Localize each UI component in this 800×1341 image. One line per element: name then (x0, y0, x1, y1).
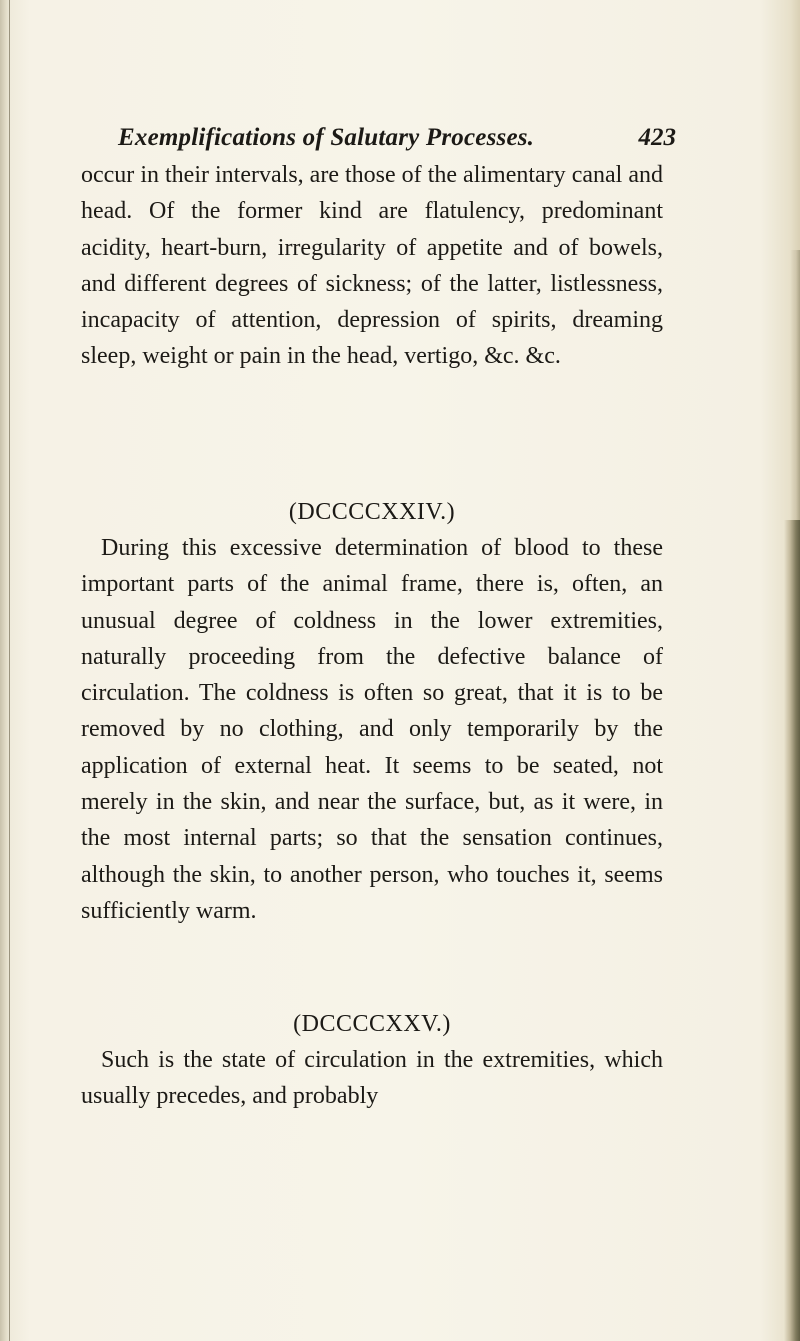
section-paragraph: During this excessive determination of blood to these important parts of the animal frame, there is, often, an unusual degree of coldness in the lower extremities, naturally proceeding from the defective balance of circulation. The coldness is often so great, that it is to be removed by no clothing, and only temporarily by the application of external heat. It seems to be seated, not merely in the skin, and near the surface, but, as it were, in the most internal parts; so that the sensation continues, although the skin, to another person, who touches it, seems sufficiently warm. (81, 535, 663, 924)
continuation-paragraph-block (81, 157, 663, 375)
running-title: Exemplifications of Salutary Processes. (118, 124, 535, 151)
page-right-edge-shadow-upper (790, 250, 800, 520)
page-gutter-line (9, 0, 10, 1341)
page-right-edge-shadow (784, 520, 800, 1341)
section-dcccxxiv (81, 494, 663, 929)
section-dcccxxv (81, 1006, 663, 1115)
section-heading: (DCCCCXXV.) (293, 1011, 451, 1037)
continuation-paragraph: occur in their intervals, are those of the alimentary canal and head. Of the former kind are flatulency, predominant acidity, heart-burn, irregularity of appetite and of bowels, and different degrees of sickness; of the latter, listlessness, incapacity of attention, depression of spirits, dreaming sleep, weight or pain in the head, vertigo, &c. &c. (81, 162, 663, 370)
page-number: 423 (638, 124, 676, 151)
section-heading: (DCCCCXXIV.) (288, 499, 456, 525)
section-paragraph: Such is the state of circulation in the extremities, which usually precedes, and probably (81, 1047, 663, 1110)
